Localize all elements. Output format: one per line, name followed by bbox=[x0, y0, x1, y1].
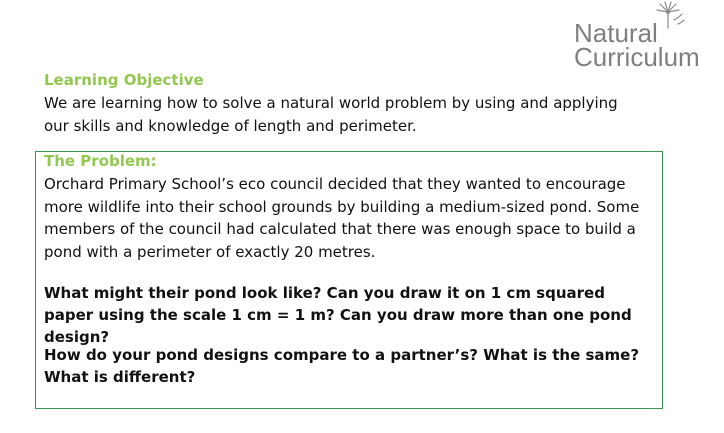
problem-heading: The Problem: bbox=[44, 152, 157, 170]
learning-objective-text: We are learning how to solve a natural world problem by using and applying our skills and knowledge of length and perimeter. bbox=[44, 94, 618, 135]
problem-text: Orchard Primary School’s eco council decided that they wanted to encourage more wildlife into their school grounds by building a medium-sized pond. Some members of the council had calculated that there was enough space to build a pond with a perimeter of exactly 20 metres. bbox=[44, 175, 640, 261]
learning-objective-heading: Learning Objective bbox=[44, 71, 204, 89]
problem-question-1: What might their pond look like? Can you draw it on 1 cm squared paper using the scale 1 cm = 1 m? Can you draw more than one pond design? bbox=[44, 284, 632, 346]
logo-text-natural: Natural bbox=[574, 18, 658, 48]
logo-text-curriculum: Curriculum bbox=[574, 42, 700, 72]
problem-question-2: How do your pond designs compare to a partner’s? What is the same? What is different? bbox=[44, 346, 640, 386]
natural-curriculum-logo bbox=[562, 0, 724, 76]
